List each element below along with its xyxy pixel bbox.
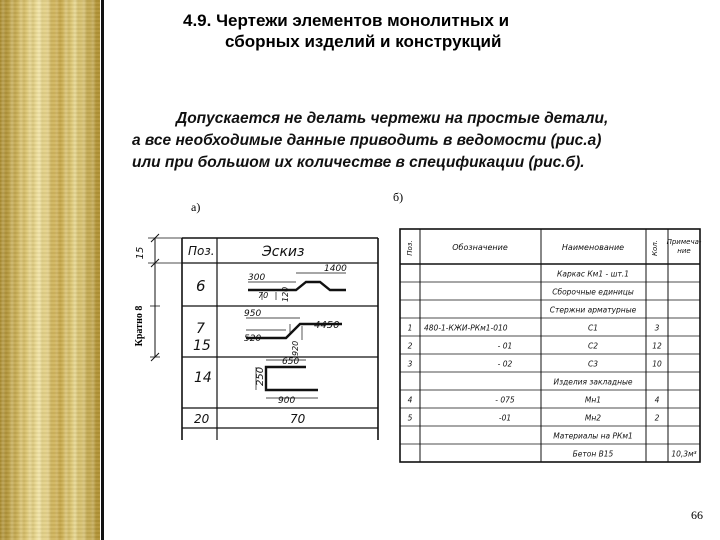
title-line-1: 4.9. Чертежи элементов монолитных и <box>183 11 510 30</box>
side-dimension-label: Кратно 8 <box>134 305 145 347</box>
bottom-right-dim: 70 <box>290 412 306 426</box>
spec-row-3-pos: 1 <box>407 323 413 333</box>
row1-dim-1: 1400 <box>324 264 347 274</box>
header-pos: Поз. <box>188 244 215 258</box>
spec-row-7-qty: 4 <box>654 395 660 405</box>
spec-row-10-name: Бетон В15 <box>572 449 614 459</box>
row1-pos: 6 <box>196 277 206 295</box>
spec-row-4-designation: - 01 <box>497 341 513 351</box>
spec-row-5-designation: - 02 <box>497 359 513 369</box>
side-dimension-top: 15 <box>135 246 146 260</box>
spec-row-8-qty: 2 <box>654 413 660 423</box>
spec-header-4-1: ние <box>677 247 691 255</box>
spec-row-7-name: Мн1 <box>584 395 602 405</box>
spec-row-2-name: Стержни арматурные <box>549 305 637 315</box>
spec-row-8-name: Мн2 <box>584 413 602 423</box>
row1-dim-2: 300 <box>248 273 266 283</box>
spec-row-5-qty: 10 <box>652 359 662 369</box>
spec-row-8-pos: 5 <box>407 413 413 423</box>
row3-dim-2: 250 <box>255 366 266 386</box>
spec-header-3: Кол. <box>651 240 659 256</box>
spec-row-3-qty: 3 <box>654 323 660 333</box>
paragraph-line-2: а все необходимые данные приводить в ведомости (рис.а) <box>132 132 602 149</box>
spec-row-6-name: Изделия закладные <box>553 377 633 387</box>
row2-dim-4: 920 <box>291 340 300 356</box>
row2-dim-3: 520 <box>244 334 262 344</box>
spec-row-5-name: С3 <box>587 359 599 369</box>
spec-row-3-designation: 480-1-КЖИ-РКм1-010 <box>424 323 508 333</box>
page-number: 66 <box>691 508 703 522</box>
spec-row-4-pos: 2 <box>407 341 413 351</box>
spec-row-10-note: 10,3м³ <box>671 449 697 459</box>
spec-row-9-name: Материалы на РКм1 <box>553 431 633 441</box>
spec-row-7-designation: - 075 <box>495 395 515 405</box>
spec-header-1: Обозначение <box>452 243 508 252</box>
figure-a-label: а) <box>191 200 201 214</box>
row3-pos: 14 <box>194 370 212 386</box>
row2-pos-a: 7 <box>196 321 205 337</box>
row1-dim-3: 120 <box>281 286 290 302</box>
spec-row-0-name: Каркас Км1 - шт.1 <box>557 269 629 279</box>
row3-dim-3: 900 <box>278 396 296 406</box>
spec-header-4-0: Примеча- <box>666 238 702 246</box>
paragraph-line-1: Допускается не делать чертежи на простые детали, <box>176 110 609 127</box>
header-sketch: Эскиз <box>262 244 305 260</box>
title-line-2: сборных изделий и конструкций <box>225 32 502 51</box>
spec-row-1-name: Сборочные единицы <box>552 287 634 297</box>
spec-row-8-designation: -01 <box>498 413 512 423</box>
spec-row-3-name: С1 <box>587 323 599 333</box>
spec-row-4-name: С2 <box>587 341 599 351</box>
paragraph-line-3: или при большом их количестве в спецификации (рис.б). <box>132 154 585 171</box>
bottom-left-dim: 20 <box>194 412 210 426</box>
figure-b-label: б) <box>393 190 404 204</box>
spec-header-2: Наименование <box>561 243 625 252</box>
row1-dim-4: 70 <box>258 291 269 300</box>
spec-header-0: Поз. <box>406 240 414 256</box>
row2-pos-b: 15 <box>193 338 211 354</box>
row2-dim-2: 4450 <box>314 320 340 331</box>
spec-row-5-pos: 3 <box>407 359 413 369</box>
spec-row-7-pos: 4 <box>407 395 413 405</box>
row3-dim-1: 650 <box>282 357 300 367</box>
row2-dim-1: 950 <box>244 309 262 319</box>
spec-row-4-qty: 12 <box>652 341 662 351</box>
